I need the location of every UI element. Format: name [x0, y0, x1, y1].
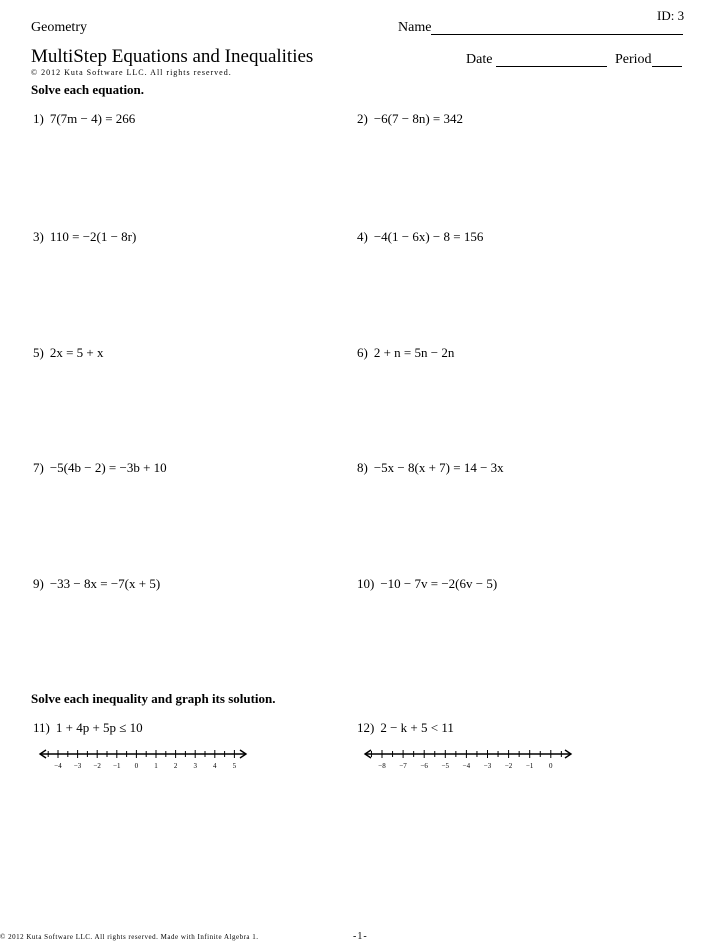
problem-2 — [357, 111, 463, 127]
problem-number: 10) — [357, 576, 375, 591]
tick-label: −1 — [113, 762, 121, 770]
subject-label: Geometry — [31, 20, 87, 35]
problem-number: 2) — [357, 111, 368, 126]
problem-expression: −5(4b − 2) = −3b + 10 — [49, 460, 167, 475]
tick-label: −2 — [504, 762, 513, 770]
problem-3 — [33, 229, 136, 245]
section-heading-inequalities: Solve each inequality and graph its solution. — [31, 691, 276, 706]
tick-label: −4 — [462, 762, 471, 770]
date-label: Date — [466, 52, 493, 67]
name-label: Name — [398, 20, 432, 35]
page-number: -1- — [353, 931, 368, 942]
problem-11 — [33, 720, 143, 736]
problem-number: 4) — [357, 229, 368, 244]
tick-label: −3 — [73, 762, 82, 770]
problem-number: 1) — [33, 111, 44, 126]
date-blank-line — [496, 66, 607, 67]
worksheet-id: ID: 3 — [657, 8, 685, 23]
problem-number: 5) — [33, 345, 44, 360]
problem-expression: −33 − 8x = −7(x + 5) — [49, 576, 161, 591]
problem-expression: 110 = −2(1 − 8r) — [49, 229, 137, 244]
problem-expression: −5x − 8(x + 7) = 14 − 3x — [373, 460, 504, 475]
problem-expression: 2 + n = 5n − 2n — [373, 345, 455, 360]
problem-number: 7) — [33, 460, 44, 475]
problem-expression: 7(7m − 4) = 266 — [49, 111, 136, 126]
problem-expression: −4(1 − 6x) − 8 = 156 — [373, 229, 484, 244]
tick-label: −5 — [441, 762, 450, 770]
problem-4 — [357, 229, 483, 245]
tick-label: 2 — [173, 762, 178, 770]
tick-label: 0 — [134, 762, 139, 770]
problem-9 — [33, 576, 160, 592]
tick-label: 0 — [549, 762, 553, 770]
problem-1 — [33, 111, 135, 127]
tick-label: 1 — [154, 762, 158, 770]
problem-expression: 1 + 4p + 5p ≤ 10 — [55, 720, 143, 735]
number-line-11 — [38, 747, 248, 773]
problem-number: 6) — [357, 345, 368, 360]
problem-7 — [33, 460, 167, 476]
tick-label: −7 — [399, 762, 407, 770]
period-blank-line — [652, 66, 682, 67]
tick-label: 3 — [193, 762, 197, 770]
problem-number: 8) — [357, 460, 368, 475]
problem-8 — [357, 460, 504, 476]
tick-label: 4 — [213, 762, 217, 770]
problem-number: 12) — [357, 720, 375, 735]
tick-label: −8 — [378, 762, 386, 770]
problem-expression: 2x = 5 + x — [49, 345, 104, 360]
tick-label: −1 — [525, 762, 534, 770]
problem-number: 9) — [33, 576, 44, 591]
problem-expression: −6(7 − 8n) = 342 — [373, 111, 463, 126]
tick-label: −3 — [483, 762, 492, 770]
problem-12 — [357, 720, 454, 736]
problem-number: 11) — [33, 720, 50, 735]
tick-label: 5 — [232, 762, 237, 770]
problem-10 — [357, 576, 497, 592]
number-line-12 — [363, 747, 573, 773]
problem-expression: −10 − 7v = −2(6v − 5) — [380, 576, 498, 591]
problem-expression: 2 − k + 5 < 11 — [380, 720, 454, 735]
section-heading-equations: Solve each equation. — [31, 82, 145, 97]
footer-copyright: © 2012 Kuta Software LLC. All rights reserved. Made with Infinite Algebra 1. — [0, 933, 259, 941]
worksheet-title: MultiStep Equations and Inequalities — [31, 46, 314, 67]
name-blank-line — [431, 34, 683, 35]
problem-6 — [357, 345, 454, 361]
period-label: Period — [615, 52, 652, 67]
problem-number: 3) — [33, 229, 44, 244]
tick-label: −6 — [420, 762, 428, 770]
copyright-notice: © 2012 Kuta Software LLC. All rights reserved. — [31, 68, 232, 77]
tick-label: −2 — [93, 762, 101, 770]
problem-5 — [33, 345, 104, 361]
tick-label: −4 — [54, 762, 62, 770]
